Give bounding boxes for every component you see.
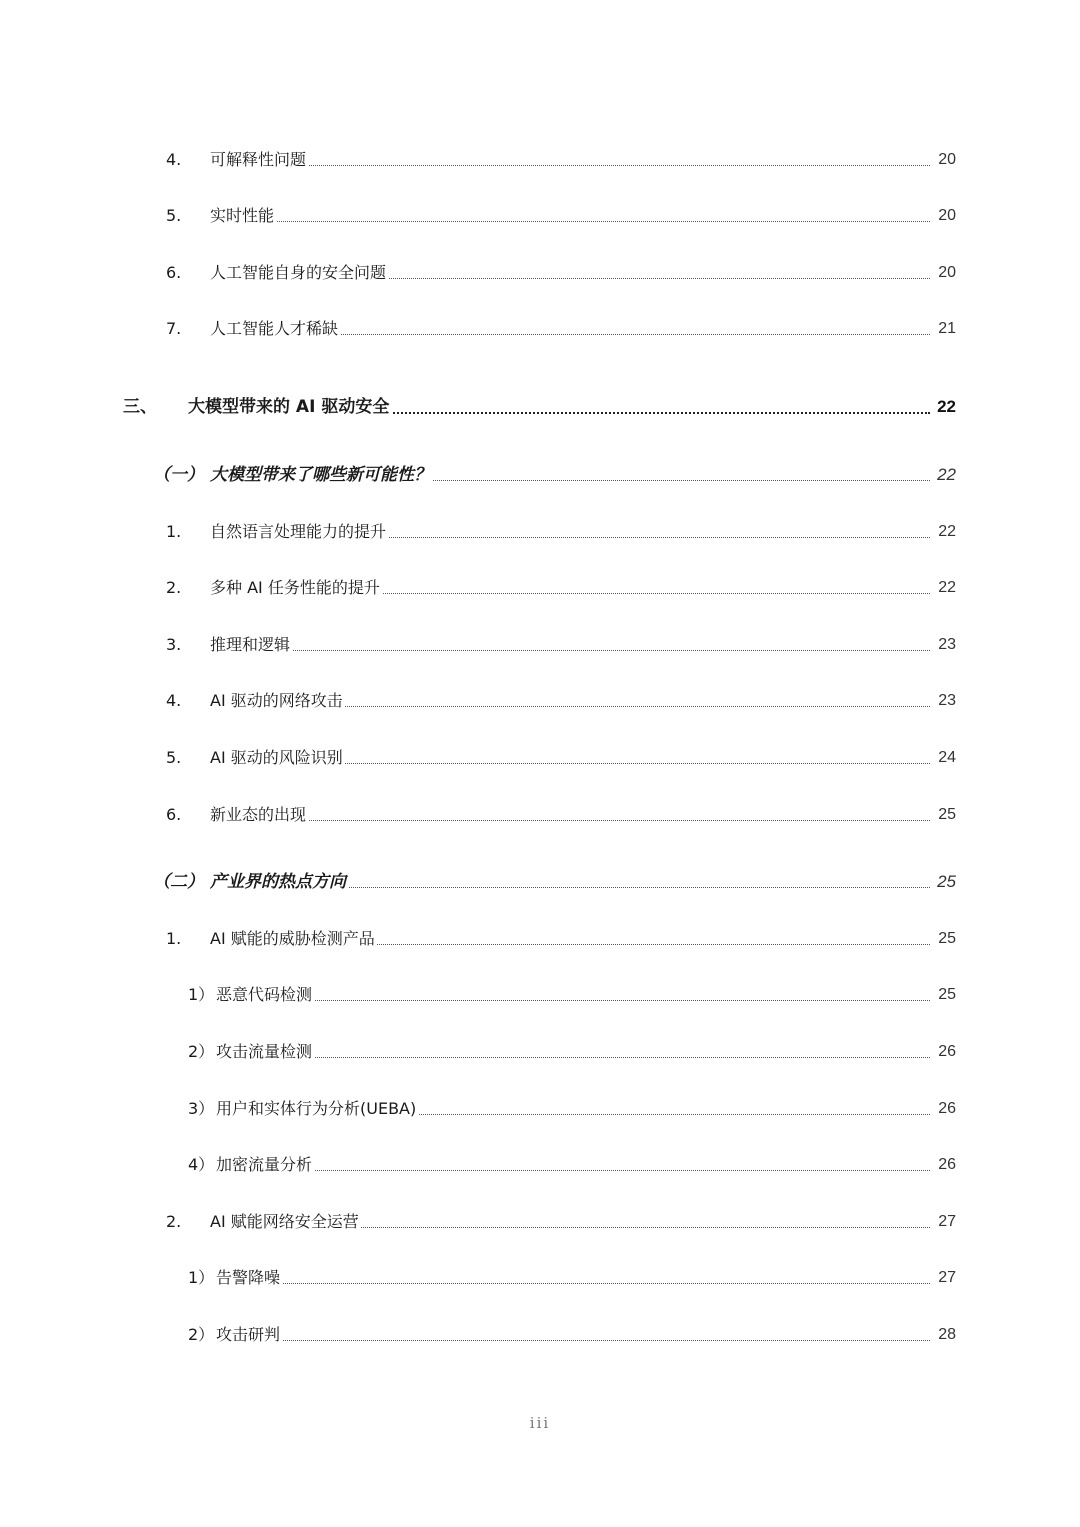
toc-entry-title: 自然语言处理能力的提升	[210, 517, 388, 547]
toc-entry-page: 20	[936, 258, 956, 288]
toc-entry-title: 人工智能自身的安全问题	[210, 258, 388, 288]
toc-entry[interactable]	[0, 258, 1080, 288]
toc-entry[interactable]	[0, 924, 1080, 954]
toc-subentry[interactable]	[0, 1094, 1080, 1124]
toc-section-entry[interactable]	[0, 460, 1080, 490]
toc-entry[interactable]	[0, 686, 1080, 716]
toc-entry-title: AI 驱动的网络攻击	[210, 686, 345, 716]
toc-entry-title: 大模型带来了哪些新可能性？	[210, 460, 433, 490]
dot-leader	[212, 165, 930, 166]
toc-entry-page: 22	[936, 573, 956, 603]
toc-entry-number: 3）	[188, 1099, 215, 1118]
toc-subentry[interactable]	[0, 1263, 1080, 1293]
toc-entry-title: 恶意代码检测	[216, 980, 314, 1010]
toc-entry-number: 三、	[123, 397, 157, 417]
toc-entry-number: 5.	[166, 748, 182, 767]
toc-entry-number: 2）	[188, 1325, 215, 1344]
dot-leader	[218, 1340, 930, 1341]
toc-entry-number: 2.	[166, 1212, 182, 1231]
toc-entry[interactable]	[0, 1207, 1080, 1237]
toc-subentry[interactable]	[0, 1037, 1080, 1067]
toc-entry-number: （一）	[153, 465, 204, 485]
dot-leader	[212, 820, 930, 821]
toc-entry-number: （二）	[153, 872, 204, 892]
toc-entry-page: 26	[936, 1150, 956, 1180]
toc-subentry[interactable]	[0, 980, 1080, 1010]
toc-entry-title: 实时性能	[210, 201, 276, 231]
toc-entry-title: 攻击流量检测	[216, 1037, 314, 1067]
toc-entry[interactable]	[0, 517, 1080, 547]
toc-entry-page: 28	[936, 1320, 956, 1350]
toc-entry-title: 人工智能人才稀缺	[210, 314, 340, 344]
toc-entry-title: 推理和逻辑	[210, 630, 292, 660]
toc-entry-title: 加密流量分析	[216, 1150, 314, 1180]
toc-entry-number: 4.	[166, 150, 182, 169]
toc-entry-number: 6.	[166, 263, 182, 282]
toc-entry-page: 26	[936, 1037, 956, 1067]
toc-entry-number: 4）	[188, 1155, 215, 1174]
dot-leader	[218, 1170, 930, 1171]
toc-entry-page: 25	[936, 980, 956, 1010]
toc-entry-number: 1）	[188, 1268, 215, 1287]
dot-leader	[218, 1283, 930, 1284]
toc-entry-page: 27	[936, 1207, 956, 1237]
toc-entry-page: 22	[935, 392, 956, 422]
toc-entry-title: 可解释性问题	[210, 145, 308, 175]
toc-entry-number: 6.	[166, 805, 182, 824]
toc-entry[interactable]	[0, 573, 1080, 603]
toc-entry-title: AI 赋能网络安全运营	[210, 1207, 361, 1237]
toc-entry-page: 21	[936, 314, 956, 344]
toc-entry-number: 1.	[166, 522, 182, 541]
toc-subentry[interactable]	[0, 1150, 1080, 1180]
toc-entry-page: 25	[936, 924, 956, 954]
toc-entry-number: 2.	[166, 578, 182, 597]
toc-entry-title: AI 赋能的威胁检测产品	[210, 924, 377, 954]
toc-entry-number: 1）	[188, 985, 215, 1004]
toc-chapter-entry[interactable]	[0, 392, 1080, 422]
dot-leader	[218, 1000, 930, 1001]
toc-entry-page: 20	[936, 201, 956, 231]
toc-entry-page: 25	[935, 867, 956, 897]
toc-entry-title: 攻击研判	[216, 1320, 282, 1350]
dot-leader	[218, 1057, 930, 1058]
toc-entry-title: 产业界的热点方向	[210, 867, 348, 897]
toc-entry[interactable]	[0, 630, 1080, 660]
toc-entry[interactable]	[0, 743, 1080, 773]
toc-entry[interactable]	[0, 800, 1080, 830]
toc-entry-page: 27	[936, 1263, 956, 1293]
toc-entry-page: 23	[936, 686, 956, 716]
toc-entry-page: 23	[936, 630, 956, 660]
toc-entry-number: 2）	[188, 1042, 215, 1061]
toc-entry-page: 26	[936, 1094, 956, 1124]
toc-entry-title: 新业态的出现	[210, 800, 308, 830]
toc-entry[interactable]	[0, 314, 1080, 344]
toc-entry-number: 5.	[166, 206, 182, 225]
dot-leader	[212, 221, 930, 222]
toc-entry-title: 多种 AI 任务性能的提升	[210, 573, 382, 603]
page-number: iii	[529, 1414, 551, 1432]
dot-leader	[212, 650, 930, 651]
toc-entry-title: 大模型带来的 AI 驱动安全	[188, 392, 391, 422]
toc-entry-number: 3.	[166, 635, 182, 654]
toc-entry[interactable]	[0, 145, 1080, 175]
toc-section-entry[interactable]	[0, 867, 1080, 897]
toc-entry-page: 22	[936, 517, 956, 547]
toc-entry[interactable]	[0, 201, 1080, 231]
toc-entry-title: 告警降噪	[216, 1263, 282, 1293]
toc-entry-page: 20	[936, 145, 956, 175]
toc-entry-page: 24	[936, 743, 956, 773]
toc-entry-page: 22	[935, 460, 956, 490]
toc-entry-title: 用户和实体行为分析(UEBA)	[216, 1094, 418, 1124]
toc-entry-number: 4.	[166, 691, 182, 710]
toc-entry-number: 7.	[166, 319, 182, 338]
toc-entry-number: 1.	[166, 929, 182, 948]
toc-entry-page: 25	[936, 800, 956, 830]
toc-subentry[interactable]	[0, 1320, 1080, 1350]
toc-entry-title: AI 驱动的风险识别	[210, 743, 345, 773]
